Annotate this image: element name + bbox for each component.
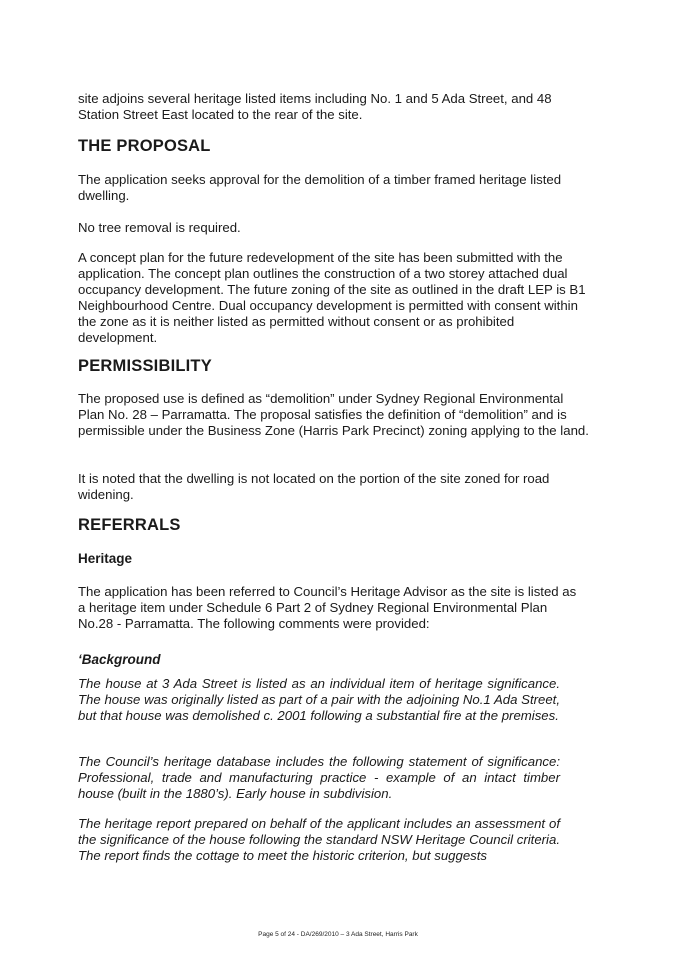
heading-the-proposal: THE PROPOSAL bbox=[78, 137, 211, 155]
paragraph-proposal-3: A concept plan for the future redevelopment of the site has been submitted with the application. The concept plan outlines the construction of a two storey attached dual occupancy development. The future zoning of the site as outlined in the draft LEP is B1 Neighbourhood Centre. Dual occupancy development is permitted with consent within the zone as it is neither listed as permitted without consent or as prohibited development. bbox=[78, 250, 586, 345]
paragraph-heritage-1: The application has been referred to Council’s Heritage Advisor as the site is listed as a heritage item under Schedule 6 Part 2 of Sydney Regional Environmental Plan No.28 - Parramatta. The following comments were provided: bbox=[78, 584, 577, 631]
heading-permissibility: PERMISSIBILITY bbox=[78, 357, 212, 375]
heading-heritage: Heritage bbox=[78, 551, 133, 566]
paragraph-quote-3: The heritage report prepared on behalf of the applicant includes an assessment of the significance of the house following the standard NSW Heritage Council criteria. The report finds the cottage to meet the historic criterion, but suggests bbox=[78, 816, 560, 863]
paragraph-proposal-1: The application seeks approval for the demolition of a timber framed heritage listed dwelling. bbox=[78, 172, 562, 203]
paragraph-quote-1: The house at 3 Ada Street is listed as an individual item of heritage significance. The house was originally listed as part of a pair with the adjoining No.1 Ada Street, but that house was demolished c. 2001 following a substantial fire at the premises. bbox=[78, 676, 560, 723]
heading-background: ‘Background bbox=[78, 652, 161, 667]
paragraph-intro: site adjoins several heritage listed items including No. 1 and 5 Ada Street, and 48 Station Street East located to the rear of the site. bbox=[78, 91, 552, 122]
heading-referrals: REFERRALS bbox=[78, 516, 181, 534]
paragraph-permissibility-1: The proposed use is defined as “demolition” under Sydney Regional Environmental Plan No. 28 – Parramatta. The proposal satisfies the definition of “demolition” and is permissible under the Business Zone (Harris Park Precinct) zoning applying to the land. bbox=[78, 391, 589, 438]
page-footer: Page 5 of 24 - DA/269/2010 – 3 Ada Street, Harris Park bbox=[258, 931, 418, 938]
paragraph-proposal-2: No tree removal is required. bbox=[78, 220, 241, 235]
paragraph-quote-2: The Council’s heritage database includes the following statement of significance: Professional, trade and manufacturing practice - example of an intact timber house (built in the 1880’s). Early house in subdivision. bbox=[78, 754, 560, 801]
paragraph-permissibility-2: It is noted that the dwelling is not located on the portion of the site zoned for road widening. bbox=[78, 471, 550, 502]
